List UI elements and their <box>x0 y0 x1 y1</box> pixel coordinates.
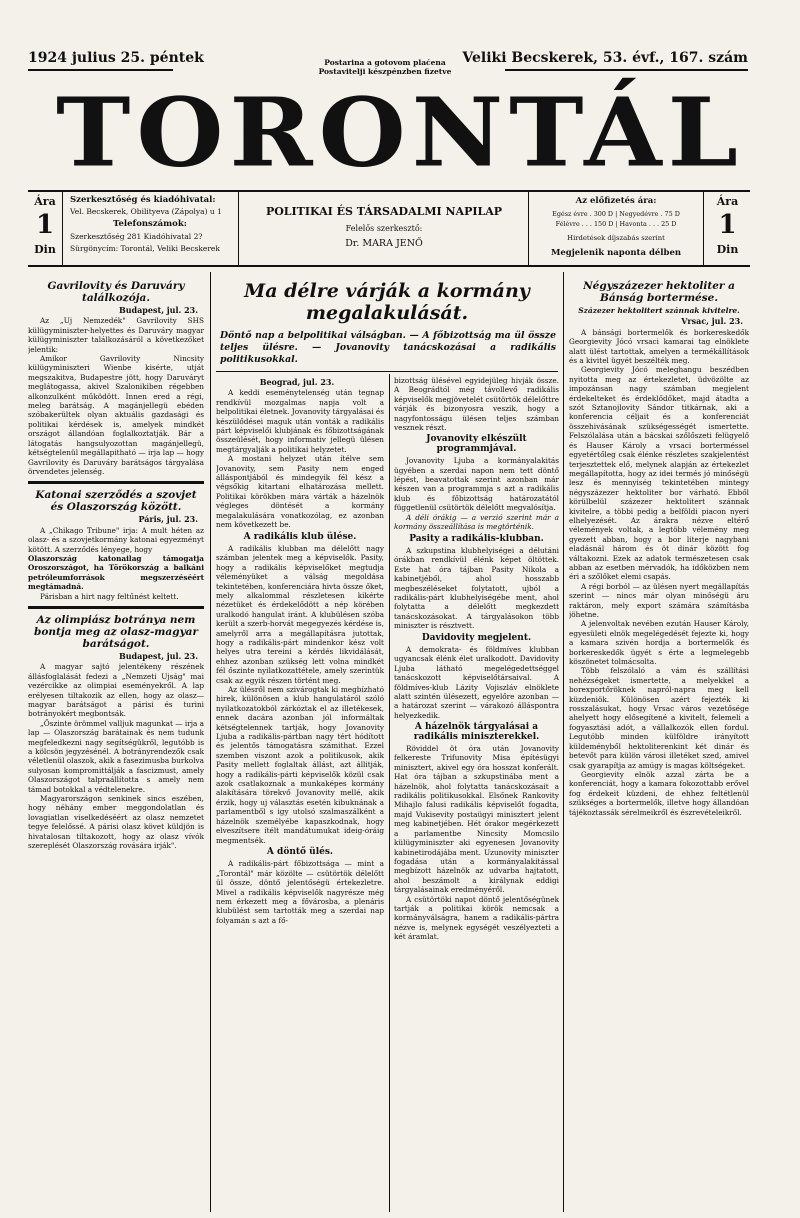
issue-edition: Veliki Becskerek, 53. évf., 167. szám <box>462 50 748 66</box>
paper-subtitle: POLITIKAI ÉS TÁRSADALMI NAPILAP <box>265 205 503 218</box>
subscription-rates-1: Egész évre . 300 D | Negyedévre . 75 D <box>552 210 680 218</box>
article-deck-wine: Százezer hektolitert szánnak kivitelre. <box>578 306 740 315</box>
subscription-rates-2: Félévre . . . 150 D | Havonta . . . 25 D <box>555 220 677 228</box>
center-column-a <box>216 376 384 1212</box>
postal-note-1: Postarina a gotovom plaćena <box>324 58 446 67</box>
article-text: A demokrata- és földmíves klubban ugyancsak élénk élet uralkodott. Davidovity Ljuba látható megelégedettséggel tanácskozott képviselőtársaival. A földmíves-klub Lázity Vojiszláv elnöklete alatt szintén ülésezett, egyelőre azonban — a határozat szerint — várakozó álláspontra helyezkedik. <box>394 644 559 720</box>
subheading-jovanovity-program: Jovanovity elkészült programmjával. <box>426 434 527 454</box>
left-column <box>28 278 204 1213</box>
article-text: A magyar sajtó jelentékeny részének állásfoglalását fedezi a „Nemzeti Ujság" mai vezércikke az olimpiai eseményekről. A lap erélyesen tiltakozik az ellen, hogy az olasz—magyar barátságot a párisi és turini botrányokért megbontsák. <box>28 662 204 719</box>
price-left-label: Ára <box>34 195 56 208</box>
dateline-paris: Páris, jul. 23. <box>138 514 198 525</box>
telegram-address: Sürgönycím: Torontál, Veliki Becskerek <box>70 244 220 253</box>
article-text: Párisban a hirt nagy feltűnést keltett. <box>40 591 179 601</box>
article-text: Magyarországon senkinek sincs eszében, hogy néhány ember meggondolatlan és lovagiatlan viselkedéséért az olasz nemzetet tegye felelőssé. A párisi olasz követ küldjön is hivatalosan tiltakozott, hogy az olasz vívók szereplését Olaszország rovására irják". <box>28 794 204 851</box>
article-text: A mostani helyzet után ítélve sem Jovanovity, sem Pasity nem enged álláspontjából és mindegyik fél kész a végsőkig kitartani elhatározása mellett. Politikai körökben mára várták a házelnök végleges döntését a kormány megalakulására vonatkozólag, ez azonban nem következett be. <box>216 454 384 530</box>
article-text-emphasis: Olaszország katonailag támogatja Oroszországot, ha Törökország a balkáni petróleumforrások megszerzéséért megtámadná. <box>28 553 204 592</box>
subheading-decisive-meeting: A döntő ülés. <box>266 846 334 857</box>
article-text-italic: A déli órákig — a verzió szerint már a kormány összeállítása is megtörténik. <box>394 512 559 532</box>
article-text: A régi borból — az ülésen nyert megállapítás szerint — nincs már olyan minőségü áru raktáron, mely export számára számításba jöhetne. <box>569 581 749 619</box>
article-text: Több felszólaló a vám és szállítási nehézségeket ismertette, a melyekkel a borexportőröknek napról-napra meg kell küzdeniök. Különösen azért fejezték ki rosszalásukat, hogy Vrsac város vezetősége ahelyett hogy elősegítené a kivitelt, felemeli a fogyasztási adót, a vállalkozók ellen fordul. Legutóbb minden külföldre irányított küldeményből hektoliterenkint két dinár és betevőt para külön városi illetéket szed, amivel csak gyarapítja az amúgy is magas költségeket. <box>569 666 749 770</box>
article-text: A csütörtöki napot döntő jelentőségünek tartják a politikai körök nemcsak a kormányválságra, hanem a radikális-pártra nézve is, melynek egységét veszélyezteti a két áramlat. <box>394 894 559 942</box>
office-heading: Szerkesztőség és kiadóhivatal: <box>70 195 216 205</box>
article-text: A radikális klubban ma délelőtt nagy számban jelentek meg a képviselők. Pasity, hogy a radikális képviselőket megtudja véleményüket a válság megoldása tekintetében, konferenciára hivta össze őket, mely alkalommal részletesen kikérte nézetüket és érdekelődött a nép körében uralkodó hangulat iránt. A klubülésen szóba került a szerb-horvát megegyezés kérdése is, amelyről arra a megállapításra jutottak, hogy a radikális-párt mindenkor kész volt helyes utra tereini a kérdés likvidálását, ehhez azonban szükség lett volna mindkét fél őszinte nyilatkozattétele, amely szerintük csak az egyik részen történt meg. <box>216 543 384 685</box>
issue-date: 1924 julius 25. péntek <box>28 50 204 66</box>
dateline-budapest-1: Budapest, jul. 23. <box>118 305 198 315</box>
subscription-heading: Az előfizetés ára: <box>575 196 657 206</box>
dateline-beograd: Beograd, jul. 23. <box>259 377 335 387</box>
office-address: Vel. Becskerek, Obilityeva (Zápolya) u 1 <box>70 207 222 216</box>
article-heading-wine-harvest: Négyszázezer hektoliter a Bánság bortermése. <box>583 280 735 304</box>
subheading-club-meeting: A radikális klub ülése. <box>243 531 357 542</box>
postal-note-2: Postavitelji készpénzben fizetve <box>318 67 452 76</box>
main-headline: Ma délre várják a kormány megalakulását. <box>244 280 530 324</box>
article-text: A „Chikago Tribune" irja: A mult héten az olasz- és a szovjetkormány katonai egyezményt kötött. A szerződés lényege, hogy <box>28 525 204 554</box>
dateline-budapest-2: Budapest, jul. 23. <box>118 650 198 661</box>
center-column-b <box>394 376 559 1212</box>
article-text: A jelenvoltak nevében ezután Hauser Károly, egyesületi elnök megelégedését fejezte ki, hogy a kamara szivén hordja a bortermelők és borkereskedők ügyét s érte a legmelegebb köszönetet tolmácsolta. <box>569 619 749 667</box>
article-heading-military-treaty: Katonai szerződés a szovjet és Olaszország között. <box>35 489 197 514</box>
price-right-currency: Din <box>716 243 739 256</box>
main-deck: Döntő nap a belpolitikai válságban. — A főbizottság ma ül össze teljes ülésre. — Jovanovity tanácskozásai a radikális politikusokkal. <box>220 330 556 365</box>
price-right-label: Ára <box>716 195 739 208</box>
publication-note: Megjelenik naponta délben <box>550 248 682 258</box>
article-text: A keddi eseménytelenség után tegnap rendkívül mozgalmas napja volt a belpolitikai életnek. Jovanovity tárgyalásai és készülődései maguk után vonták a radikális párt képviselői klubjának és főbizottságának összeülését, hogy informativ jellegü ülésen megtárgyalják a politikai helyzetet. <box>216 388 384 454</box>
phone-numbers: Szerkesztőség 281 Kiadóhivatal 2? <box>70 232 203 241</box>
article-text: Georgievity Jócó meleghangu beszédben nyitotta meg az értekezletet, üdvözölte az impozánsan nagy számban megjelent érdekelteket és érdeklődőket, majd átadta a szót Sztanojlovity Sándor titkárnak, aki a konferencia céljait és a konferenciát összehivásának szükségességét ismertette. Felszólalása után a bácskai szőlőszeti felügyelő és Hauser Károly a vrsaci borterméssel egyetértőleg csak élénke részletes szakjelentést terjesztettek elő, melynek alapján az értekezlet megállapította, hogy az idei termés jó minőségü lesz és mennyiség tekintetében mintegy négyszázezer hektoliter bor várható. Ebből körülbelül százezer hektolitert szánnak kivitelre, a többi pedig a belföldi piacon nyeri elhelyezését. Az árakra nézve eltérő vélemények voltak, a legtöbb vélemény meg gyezett abban, hogy a bor literje nagybani eladásnál három és öt dinár között fog váltakozni. Ezek az adatok természetesen csak abban az esetben mérvadók, ha időközben nem éri a szőlőket elemi csapás. <box>569 365 749 582</box>
subheading-speaker-talks: A házelnök tárgyalásai a radikális miniszterekkel. <box>413 722 540 742</box>
price-left-value: 1 <box>35 210 55 240</box>
price-right-value: 1 <box>718 210 737 240</box>
editor-name: Dr. MARA JENŐ <box>345 238 423 249</box>
newspaper-title: TORONTÁL <box>56 75 744 189</box>
article-heading-gavrilovity: Gavrilovity és Daruváry találkozója. <box>47 280 185 304</box>
editor-label: Felelős szerkesztő: <box>345 224 423 233</box>
ads-note: Hirdetések díjszabás szerint <box>567 234 665 242</box>
article-text: Röviddel öt óra után Jovanovity felkereste Trifunovity Misa építésügyi minisztert, akivel egy óra hosszat konferált. Hat óra tájban a szkupstinába ment a házelnök, ahol folytatta tanácskozásait a radikális politikusokkal. Elsőnek Rankovity Mihajlo falusi radikális képviselőt fogadta, majd Vukisevity postaügyi minisztert jelent meg kabinetjében. Hét órakor megérkezett a parlamentbe Nincsity Momcsilo külügyminiszter aki egyenesen Jovanovity kabinetirodájába ment. Uzunovity miniszter fogadása után a kormányalakitással megbízott házelnök az udvarba hajtatott, ahol beszámolt a királynak eddigi tárgyalásainak eredményéről. <box>394 744 559 895</box>
article-text: Az „Uj Nemzedék" Gavrilovity SHS külügyminiszter-helyettes és Daruváry magyar külügyminiszter találkozásáról a következőket jelentik: <box>28 316 204 354</box>
article-text: A radikális-párt főbizottsága — mint a „Torontál" már közölte — csütörtök délelőtt ül össze, döntő jelentőségü értekezletre. Mivel a radikális képviselők nagyrésze még nem érkezett meg a fővárosba, a plenáris klubülést sem tartották meg a szerdai nap folyamán s azt a fő- <box>216 859 384 925</box>
article-heading-olympics: Az olimpiász botránya nem bontja meg az olasz-magyar barátságot. <box>33 613 199 650</box>
article-text: „Őszinte örömmel valljuk magunkat — irja a lap — Olaszország barátainak és nem tudunk megfeledkezni nagy segítségükről, legutóbb is a kölcsön jegyzésénél. A botrányrendezők csak véletlenül olaszok, akik a fasezimusba burkolva sulyosan kompromittálják a fascizmust, amely Olaszországot talpraállította s amely nem támad botokkal a védtelenekre. <box>28 718 204 794</box>
article-text: bizottság ülésével egyidejüleg hivják össze. A Beográdtól még távollevő radikális képviselők megjövetelét csütörtök délelőttre várják és bizonyosra veszik, hogy a nagyfontosságu ülésen teljes számban vesznek részt. <box>394 376 559 433</box>
article-text: A szkupstina klubhelyiségei a délutáni órákban rendkívül élénk képet öltöttek. Este hat óra tájban Pasity Nikola a kabinetjéből, ahol hosszabb megbeszéléseket folytatott, ujból a radikális-párt klubhelyiségébe ment, ahol folytatta a délelőtt megkezdett tanácskozásokat. A tárgyalásokon több miniszter is résztvett. <box>394 545 559 631</box>
article-text: Jovanovity Ljuba a kormányalakitás ügyében a szerdai napon nem tett döntő lépést, beavatottak szerint azonban már készen van a programmja s azt a radikális klub és főbizottság határozatától függetlenül csütörtök délelőtt megvalósítja. <box>394 456 559 513</box>
phone-heading: Telefonszámok: <box>113 219 187 229</box>
dateline-vrsac: Vrsac, jul. 23. <box>681 316 743 327</box>
article-text: Az ülésről nem szivárogtak ki megbízható hirek, különösen a klub hangulatáról szóló nyilatkozatokból zárkóztak el az illetékesek, ennek dacára azonban jól informáltak kétségtelennek tartják, hogy Jovanovity Ljuba a radikális-pártban nagy tért hódított és jelentős támogatásra számithat. Ezzel szemben viszont azok a politikusok, akik Pasity mellett foglaltak állást, azt állitják, hogy a radikális-párti képviselők közül csak azok csatlakoznak a munkaképes kormány alakítására törekvő Jovanovity mellé, akik érzik, hogy uj választás esetén kibuknának a parlamentből s igy utolsó szalmaszálként a házelnök személyébe kapaszkodnak, hogy elveszítsere ítélt mandátumukat ideig-óráig megmentsék. <box>216 685 384 845</box>
price-left-currency: Din <box>34 243 56 256</box>
subheading-pasity-club: Pasity a radikális-klubban. <box>409 533 544 544</box>
article-text: Georgievity elnök azzal zárta be a konferenciát, hogy a kamara fokozottabb erővel fog érdekeit küzdeni, de ehhez feltétlenül szükséges a bortermelők, illetve hogy állandóan tájékoztassák sérelmeikről és észrevételeikről. <box>569 769 749 817</box>
article-text: A bánsági bortermelők és borkereskedők Georgievity Jócó vrsaci kamarai tag elnöklete alatt ülést tartottak, amelyen a termékállítások és a kivitel ügyét beszélték meg. <box>569 327 749 366</box>
right-column <box>569 278 749 1213</box>
article-text: Amikor Gavrilovity Nincsity külügyminiszteri Wienbe kisérte, utját megszakitva, Budapestre jött, hogy Daruváryt meglátogassa, akivel Szalonikiben régebben alkonzulként működött. Innen ered a régi, meleg barátság. A magánjellegü ebéden szóbakerültek olyan aktuális gazdasági és politikai kérdések is, amelyek mindkét országot állandóan foglalkoztatják. Bár a látogatás hangsulyozottan magánjellegü, kétségtelenül megállapitható — irja lap — hogy Gavrilovity és Daruváry barátságos tárgyalása örvendetes jelenség. <box>28 354 204 476</box>
subheading-davidovity: Davidovity megjelent. <box>421 632 532 643</box>
